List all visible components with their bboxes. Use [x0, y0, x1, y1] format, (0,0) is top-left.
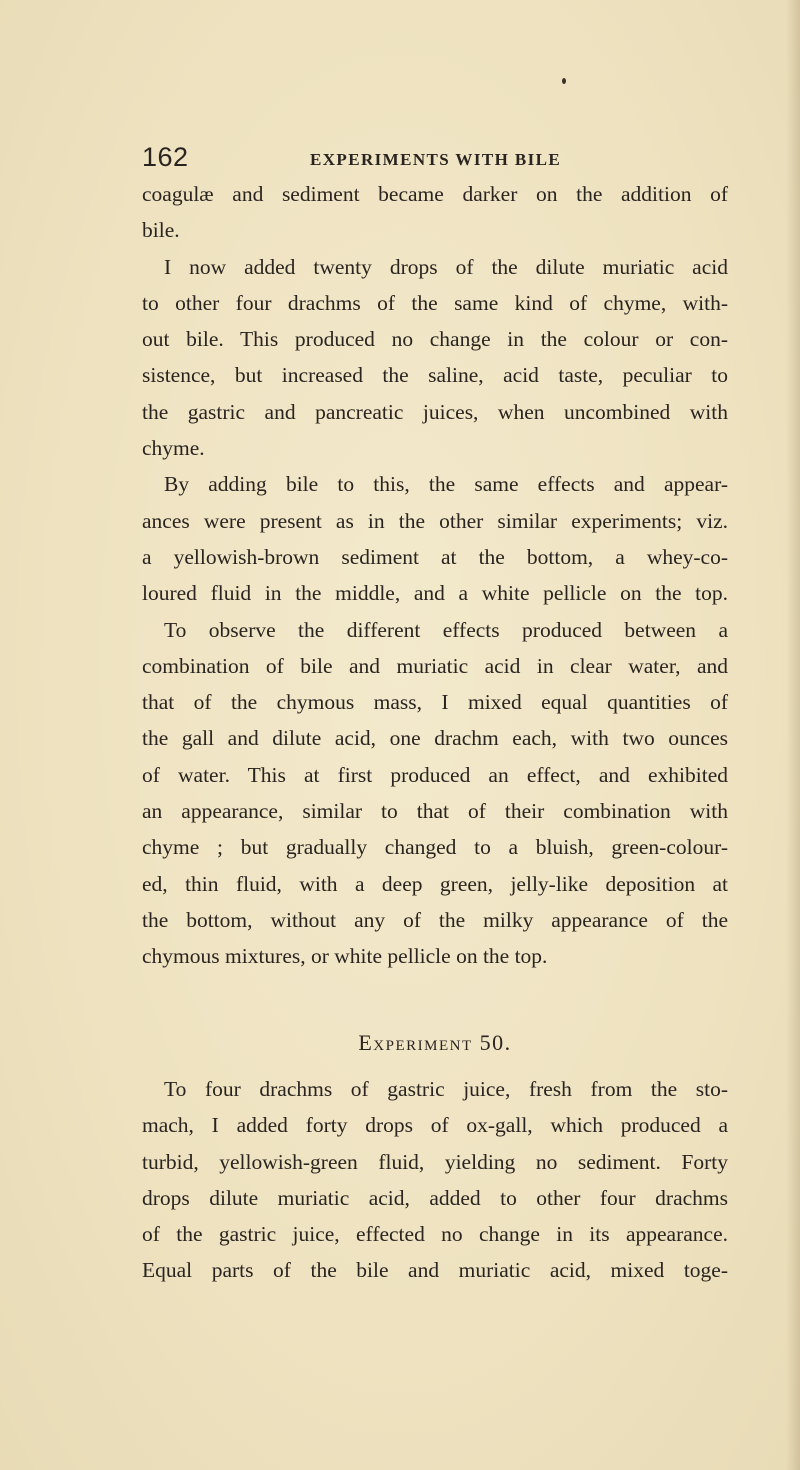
running-head-title: EXPERIMENTS WITH BILE: [310, 150, 562, 169]
text-line: to other four drachms of the same kind of chyme, with-: [142, 290, 728, 315]
text-line: an appearance, similar to that of their combination with: [142, 799, 728, 824]
text-line: out bile. This produced no change in the colour or con-: [142, 327, 728, 352]
experiment-heading: Experiment 50.: [358, 1030, 512, 1055]
text-line: the gall and dilute acid, one drachm each, with two ounces: [142, 726, 728, 751]
text-line: of the gastric juice, effected no change in its appearance.: [142, 1222, 728, 1247]
text-line: ances were present as in the other similar experiments; viz.: [142, 508, 728, 533]
text-line: the gastric and pancreatic juices, when uncombined with: [142, 399, 728, 424]
text-line: loured fluid in the middle, and a white pellicle on the top.: [142, 581, 728, 606]
text-line: coagulæ and sediment became darker on the addition of: [142, 182, 728, 206]
text-line: Equal parts of the bile and muriatic acid, mixed toge-: [142, 1258, 728, 1283]
text-line: sistence, but increased the saline, acid taste, peculiar to: [142, 363, 728, 388]
text-line: the bottom, without any of the milky appearance of the: [142, 907, 728, 932]
text-line: mach, I added forty drops of ox-gall, which produced a: [142, 1113, 728, 1138]
text-line: turbid, yellowish-green fluid, yielding no sediment. Forty: [142, 1149, 728, 1174]
text-line: combination of bile and muriatic acid in clear water, and: [142, 653, 728, 678]
text-line: I now added twenty drops of the dilute muriatic acid: [164, 254, 728, 279]
running-head: [142, 144, 582, 172]
text-line: ed, thin fluid, with a deep green, jelly-like deposition at: [142, 871, 728, 896]
text-line: By adding bile to this, the same effects and appear-: [164, 472, 728, 497]
page-number: 162: [142, 142, 189, 172]
text-line: chyme ; but gradually changed to a bluish, green-colour-: [142, 835, 728, 860]
text-line: To four drachms of gastric juice, fresh from the sto-: [164, 1077, 728, 1101]
text-line: To observe the different effects produced between a: [164, 617, 728, 642]
ink-speck: [562, 78, 566, 84]
main-text-continued: [142, 1071, 728, 1289]
text-line: drops dilute muriatic acid, added to other four drachms: [142, 1185, 728, 1210]
page-edge-shadow: [786, 0, 800, 1470]
text-line: bile.: [142, 218, 180, 243]
text-line: chyme.: [142, 436, 205, 461]
text-line: a yellowish-brown sediment at the bottom, a whey-co-: [142, 544, 728, 569]
text-line: of water. This at first produced an effect, and exhibited: [142, 762, 728, 787]
text-line: chymous mixtures, or white pellicle on the top.: [142, 944, 548, 969]
main-text: [142, 176, 728, 975]
text-line: that of the chymous mass, I mixed equal quantities of: [142, 690, 728, 715]
